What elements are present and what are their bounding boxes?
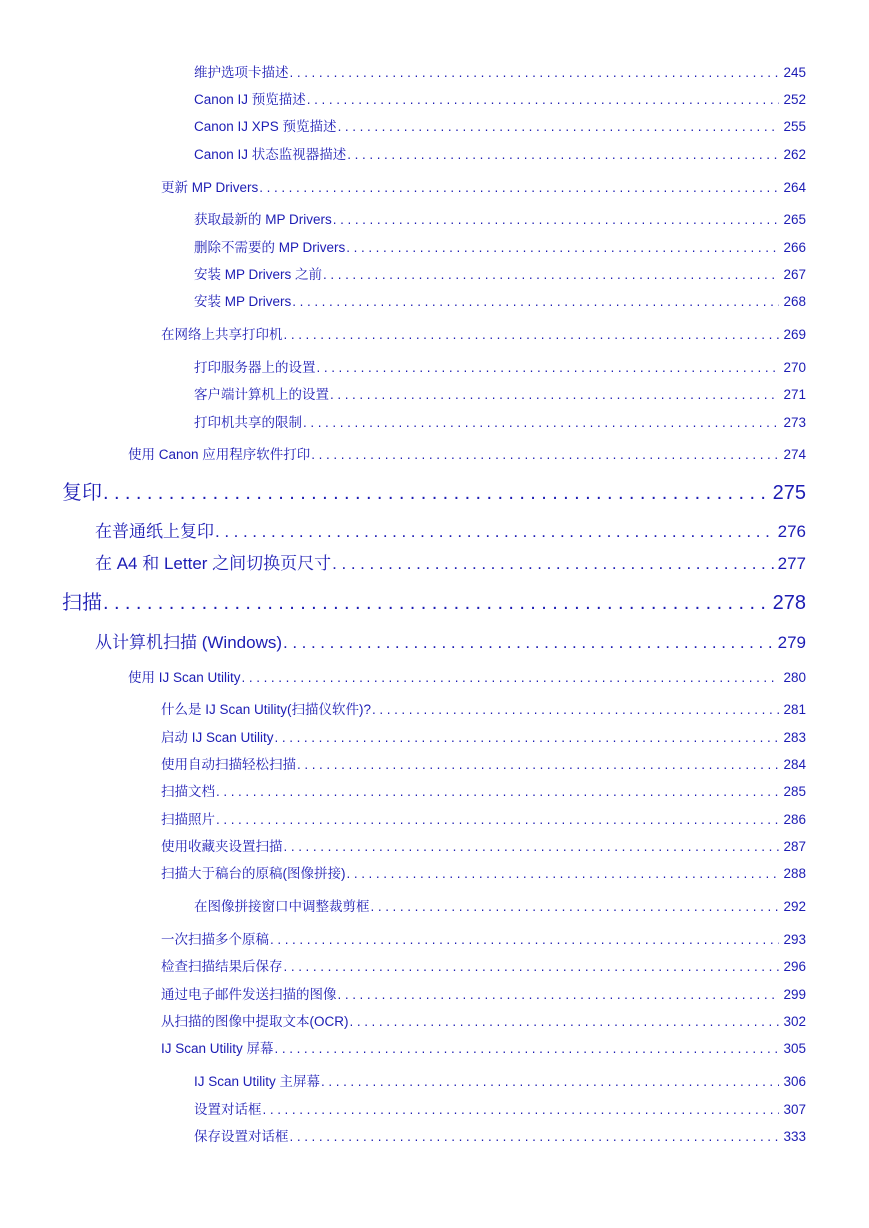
toc-entry[interactable] [161, 728, 806, 748]
toc-entry[interactable] [161, 700, 806, 720]
dot-leader [270, 930, 779, 950]
toc-page-number: 288 [783, 866, 806, 881]
toc-entry-title: 使用 Canon 应用程序软件打印 [128, 447, 311, 462]
toc-entry-title: 更新 MP Drivers [161, 180, 259, 195]
toc-entry[interactable] [161, 755, 806, 775]
toc-entry-title: 在网络上共享打印机 [161, 327, 283, 342]
toc-chapter[interactable] [62, 589, 806, 617]
toc-section[interactable] [95, 631, 806, 655]
dot-leader [321, 1072, 779, 1092]
toc-entry[interactable] [128, 668, 806, 688]
dot-leader [332, 552, 773, 576]
toc-page-number: 265 [783, 212, 806, 227]
toc-page-number: 280 [783, 670, 806, 685]
toc-entry-title: 使用收藏夹设置扫描 [161, 839, 283, 854]
toc-entry-title: IJ Scan Utility 屏幕 [161, 1041, 274, 1056]
toc-entry[interactable] [194, 117, 806, 137]
toc-page-number: 273 [783, 415, 806, 430]
toc-page-number: 276 [777, 522, 806, 541]
toc-page-number: 252 [783, 92, 806, 107]
dot-leader [317, 358, 780, 378]
toc-entry[interactable] [194, 265, 806, 285]
toc-entry[interactable] [128, 445, 806, 465]
toc-page-number: 255 [783, 119, 806, 134]
toc-entry[interactable] [194, 90, 806, 110]
dot-leader [275, 728, 780, 748]
toc-entry-title: 删除不需要的 MP Drivers [194, 240, 346, 255]
dot-leader [371, 897, 780, 917]
toc-entry[interactable] [194, 413, 806, 433]
toc-entry-title: 在图像拼接窗口中调整裁剪框 [194, 899, 370, 914]
dot-leader [347, 145, 779, 165]
toc-page-number: 262 [783, 147, 806, 162]
toc-entry-title: 客户端计算机上的设置 [194, 387, 329, 402]
dot-leader [346, 238, 779, 258]
toc-entry[interactable] [194, 358, 806, 378]
dot-leader [290, 1127, 780, 1147]
toc-entry[interactable] [194, 897, 806, 917]
toc-entry-title: 使用自动扫描轻松扫描 [161, 757, 296, 772]
toc-section-title: 在 A4 和 Letter 之间切换页尺寸 [95, 554, 332, 573]
toc-entry-title: 通过电子邮件发送扫描的图像 [161, 987, 337, 1002]
toc-entry-title: 扫描大于稿台的原稿(图像拼接) [161, 866, 346, 881]
toc-entry-title: 设置对话框 [194, 1102, 262, 1117]
toc-page-number: 271 [783, 387, 806, 402]
dot-leader [103, 479, 769, 507]
dot-leader [283, 631, 774, 655]
dot-leader [350, 1012, 780, 1032]
toc-page-number: 264 [783, 180, 806, 195]
dot-leader [216, 782, 779, 802]
dot-leader [263, 1100, 780, 1120]
toc-page-number: 306 [783, 1074, 806, 1089]
dot-leader [307, 90, 780, 110]
toc-page-number: 292 [783, 899, 806, 914]
toc-entry-title: Canon IJ XPS 预览描述 [194, 119, 337, 134]
toc-page-number: 299 [783, 987, 806, 1002]
toc-entry-title: IJ Scan Utility 主屏幕 [194, 1074, 321, 1089]
toc-entry[interactable] [161, 810, 806, 830]
dot-leader [347, 864, 780, 884]
toc-page-number: 302 [783, 1014, 806, 1029]
toc-entry[interactable] [161, 985, 806, 1005]
toc-entry-title: 一次扫描多个原稿 [161, 932, 269, 947]
dot-leader [103, 589, 769, 617]
dot-leader [323, 265, 779, 285]
toc-entry-title: 安装 MP Drivers 之前 [194, 267, 323, 282]
dot-leader [259, 178, 779, 198]
toc-page-number: 333 [783, 1129, 806, 1144]
toc-page-number: 287 [783, 839, 806, 854]
toc-page-number: 283 [783, 730, 806, 745]
toc-entry-title: 扫描照片 [161, 812, 215, 827]
dot-leader [297, 755, 779, 775]
toc-entry[interactable] [194, 63, 806, 83]
toc-entry-title: Canon IJ 状态监视器描述 [194, 147, 347, 162]
toc-page-number: 305 [783, 1041, 806, 1056]
toc-page-number: 278 [772, 592, 806, 614]
toc-entry[interactable] [194, 292, 806, 312]
toc-entry-title: 获取最新的 MP Drivers [194, 212, 332, 227]
toc-page-number: 286 [783, 812, 806, 827]
toc-page-number: 268 [783, 294, 806, 309]
toc-entry-title: 启动 IJ Scan Utility [161, 730, 274, 745]
toc-entry[interactable] [161, 1012, 806, 1032]
dot-leader [333, 210, 780, 230]
toc-page-number: 284 [783, 757, 806, 772]
dot-leader [311, 445, 779, 465]
toc-page-number: 296 [783, 959, 806, 974]
toc-entry[interactable] [161, 930, 806, 950]
toc-entry-title: 打印服务器上的设置 [194, 360, 316, 375]
toc-entry[interactable] [194, 385, 806, 405]
toc-page-number: 285 [783, 784, 806, 799]
toc-entry-title: Canon IJ 预览描述 [194, 92, 306, 107]
dot-leader [303, 413, 779, 433]
toc-page-number: 266 [783, 240, 806, 255]
toc-chapter-title: 扫描 [62, 592, 102, 614]
toc-page-number: 277 [777, 554, 806, 573]
toc-entry[interactable] [161, 782, 806, 802]
toc-section[interactable] [95, 520, 806, 544]
dot-leader [242, 668, 780, 688]
dot-leader [215, 520, 774, 544]
toc-entry-title: 安装 MP Drivers [194, 294, 292, 309]
dot-leader [284, 325, 780, 345]
toc-entry[interactable] [161, 178, 806, 198]
toc-page-number: 307 [783, 1102, 806, 1117]
toc-entry[interactable] [161, 325, 806, 345]
dot-leader [275, 1039, 780, 1059]
toc-page-number: 267 [783, 267, 806, 282]
toc-page-number: 293 [783, 932, 806, 947]
toc-entry[interactable] [194, 238, 806, 258]
toc-chapter[interactable] [62, 479, 806, 507]
toc-section[interactable] [95, 552, 806, 576]
toc-page-number: 279 [777, 633, 806, 652]
toc-entry-title: 保存设置对话框 [194, 1129, 289, 1144]
toc-section-title: 在普通纸上复印 [95, 522, 214, 541]
toc-entry[interactable] [194, 1127, 806, 1147]
toc-entry-title: 检查扫描结果后保存 [161, 959, 283, 974]
toc-entry[interactable] [194, 210, 806, 230]
toc-page-number: 275 [772, 482, 806, 504]
toc-page-number: 274 [783, 447, 806, 462]
toc-entry-title: 扫描文档 [161, 784, 215, 799]
toc-entry-title: 从扫描的图像中提取文本(OCR) [161, 1014, 349, 1029]
toc-page-number: 270 [783, 360, 806, 375]
dot-leader [284, 957, 780, 977]
toc-entry[interactable] [194, 1100, 806, 1120]
toc-chapter-title: 复印 [62, 482, 102, 504]
toc-entry[interactable] [194, 1072, 806, 1092]
toc-entry[interactable] [194, 145, 806, 165]
toc-entry[interactable] [161, 864, 806, 884]
dot-leader [338, 117, 780, 137]
toc-entry-title: 维护选项卡描述 [194, 65, 289, 80]
toc-entry[interactable] [161, 1039, 806, 1059]
toc-entry-title: 打印机共享的限制 [194, 415, 302, 430]
dot-leader [216, 810, 779, 830]
dot-leader [330, 385, 779, 405]
dot-leader [338, 985, 780, 1005]
toc-entry[interactable] [161, 837, 806, 857]
toc-entry-title: 使用 IJ Scan Utility [128, 670, 241, 685]
toc-entry-title: 什么是 IJ Scan Utility(扫描仪软件)? [161, 702, 372, 717]
dot-leader [290, 63, 780, 83]
toc-page-number: 245 [783, 65, 806, 80]
toc-page-number: 281 [783, 702, 806, 717]
toc-section-title: 从计算机扫描 (Windows) [95, 633, 283, 652]
toc-page-number: 269 [783, 327, 806, 342]
dot-leader [284, 837, 780, 857]
dot-leader [372, 700, 779, 720]
dot-leader [292, 292, 779, 312]
toc-entry[interactable] [161, 957, 806, 977]
